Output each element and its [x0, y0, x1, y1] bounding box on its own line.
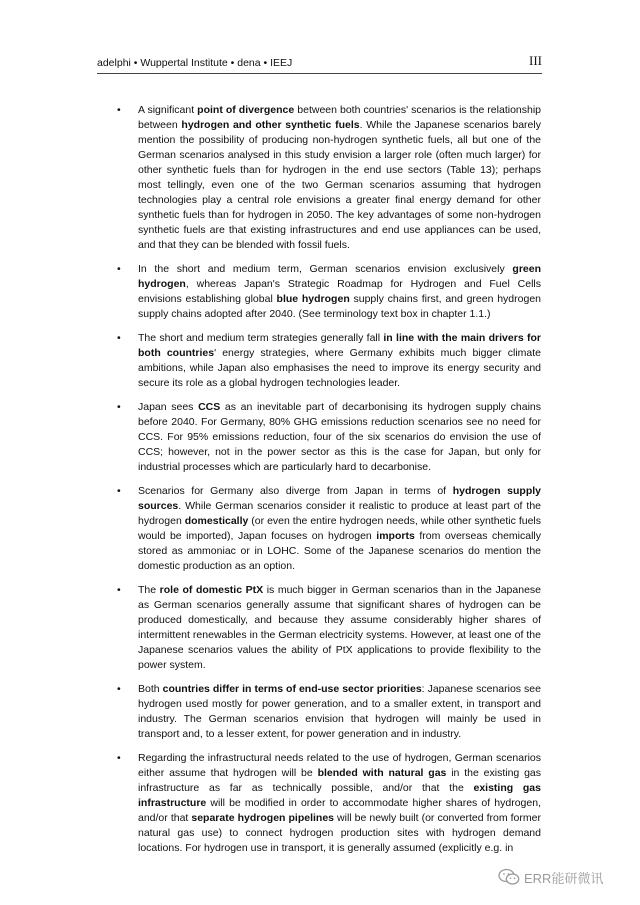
text-run: (or even the entire hydrogen needs, while other synthetic fuels would be imported), Japan focuses on hydrogen: [138, 515, 542, 542]
wechat-icon: [498, 868, 520, 886]
bold-phrase: hydrogen supply sources: [138, 485, 541, 512]
text-run: supply chains first, and green hydrogen supply chains adopted after 2040. (See terminology text box in chapter 1.1.): [138, 293, 541, 320]
bullet-item: [117, 262, 541, 322]
bullet-dot: •: [117, 584, 121, 596]
text-run: in the existing gas infrastructure as far as technically possible, and/or that the: [138, 767, 541, 794]
bullet-item: [117, 682, 541, 742]
bold-phrase: imports: [376, 530, 415, 542]
text-run: The: [138, 584, 160, 596]
bullet-text: [138, 103, 541, 253]
bold-phrase: countries differ in terms of end-use sector priorities: [162, 683, 422, 695]
bold-phrase: blended with natural gas: [317, 767, 447, 779]
bold-phrase: domestically: [184, 515, 249, 527]
text-run: In the short and medium term, German scenarios envision exclusively: [138, 263, 513, 275]
page-header: [97, 52, 542, 74]
text-run: Both: [138, 683, 163, 695]
text-run: between both countries' scenarios is the relationship between: [138, 104, 542, 131]
text-run: ' energy strategies, where Germany exhibits much bigger climate ambitions, while Japan also emphasises the need to improve its energy security and secure its role as a global hydrogen technologies leader.: [138, 347, 541, 389]
page-number: III: [529, 53, 542, 68]
watermark-text: ERR能研微讯: [524, 870, 604, 886]
text-run: from overseas chemically stored as ammoniac or in LOHC. Some of the Japanese scenarios do mention the domestic production as an option.: [138, 530, 541, 572]
bullet-dot: •: [117, 485, 121, 497]
header-rule: [97, 73, 542, 74]
watermark: [498, 866, 603, 888]
bullet-text: [138, 400, 541, 475]
bullet-text: [138, 262, 541, 322]
bold-phrase: role of domestic PtX: [159, 584, 264, 596]
header-title: adelphi • Wuppertal Institute • dena • IEEJ: [97, 57, 293, 69]
text-run: The short and medium term strategies generally fall: [138, 332, 384, 344]
text-run: as an inevitable part of decarbonising its hydrogen supply chains before 2040. For Germany, 80% GHG emissions reduction scenarios see no need for CCS. For 95% emissions reduction, four of the six scenarios do envision the use of CCS; however, not in the power sector as this is the case for Japan, but only for industrial processes which are particularly hard to decarbonise.: [138, 401, 541, 473]
bullet-item: [117, 103, 541, 253]
bullet-dot: •: [117, 683, 121, 695]
bold-phrase: green hydrogen: [138, 263, 541, 290]
bullet-text: [138, 331, 541, 391]
bullet-text: [138, 484, 541, 574]
text-run: is much bigger in German scenarios than in the Japanese as German scenarios generally assume that significant shares of hydrogen can be produced domestically, and because they assume considerably higher shares of intermittent renewables in the German electricity systems. However, at least one of the Japanese scenarios values the ability of PtX applications to provide flexibility to the power system.: [138, 584, 542, 671]
bullet-dot: •: [117, 263, 121, 275]
text-run: will be newly built (or converted from former natural gas use) to connect hydrogen production sites with hydrogen demand locations. For hydrogen use in transport, it is generally assumed (explicitly e.g. in: [138, 812, 541, 854]
bullet-text: [138, 583, 541, 673]
bold-phrase: hydrogen and other synthetic fuels: [181, 119, 360, 131]
text-run: Regarding the infrastructural needs related to the use of hydrogen, German scenarios either assume that hydrogen will be: [138, 752, 541, 779]
bullet-dot: •: [117, 332, 121, 344]
bullet-item: [117, 583, 541, 673]
bold-phrase: separate hydrogen pipelines: [191, 812, 334, 824]
bold-phrase: blue hydrogen: [276, 293, 350, 305]
bullet-dot: •: [117, 104, 121, 116]
text-run: will be modified in order to accommodate higher shares of hydrogen, and/or that: [138, 797, 541, 824]
text-run: A significant: [138, 104, 198, 116]
text-run: Scenarios for Germany also diverge from Japan in terms of: [138, 485, 453, 497]
bold-phrase: existing gas infrastructure: [138, 782, 541, 809]
bullet-text: [138, 751, 541, 856]
bold-phrase: point of divergence: [197, 104, 295, 116]
text-run: . While the Japanese scenarios barely mention the possibility of producing non-hydrogen synthetic fuels, all but one of the German scenarios analysed in this study envision a larger role (often much larger) for other synthetic fuels than for hydrogen in the end use sectors (Table 13); perhaps most tellingly, even one of the two German scenarios assuming that hydrogen technologies play a central role envisions a greater final energy demand for other synthetic fuels than for hydrogen in 2050. The key advantages of some non-hydrogen synthetic fuels are that existing infrastructures and end use appliances can be used, and that they can be blended with fossil fuels.: [138, 119, 541, 251]
text-run: Japan sees: [138, 401, 199, 413]
text-run: : Japanese scenarios see hydrogen used mostly for power generation, and to a smaller extent, in transport and industry. The German scenarios envision that hydrogen will mainly be used in transport and, to a lesser extent, for power generation and in industry.: [138, 683, 541, 740]
bullet-dot: •: [117, 401, 121, 413]
bullet-dot: •: [117, 752, 121, 764]
text-run: . While German scenarios consider it realistic to produce at least part of the hydrogen: [138, 500, 541, 527]
bullet-text: [138, 682, 541, 742]
bullet-item: [117, 400, 541, 475]
bullet-item: [117, 484, 541, 574]
text-run: , whereas Japan's Strategic Roadmap for Hydrogen and Fuel Cells envisions establishing global: [138, 278, 541, 305]
bold-phrase: in line with the main drivers for both countries: [138, 332, 541, 359]
bullet-list: [117, 103, 541, 865]
bullet-item: [117, 751, 541, 856]
bullet-item: [117, 331, 541, 391]
bold-phrase: CCS: [198, 401, 221, 413]
